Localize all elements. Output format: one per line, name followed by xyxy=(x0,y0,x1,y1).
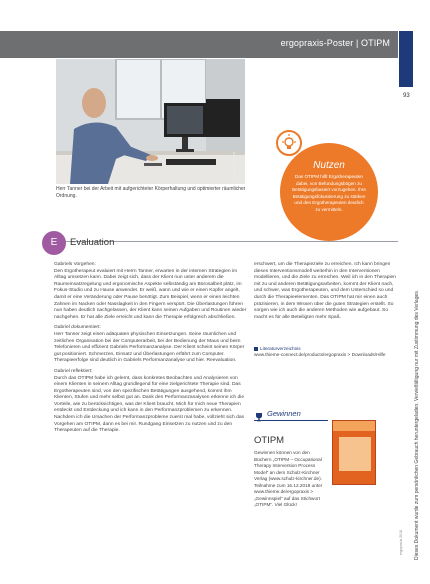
section-badge: E xyxy=(42,231,66,255)
paragraph: Den Ergotherapeut evaluiert mit Herrn Tanner, erwarten in der internen Strategien im Alltag umsetzen kann. Dabei zeigt sich, dass der Klient nun unter anderem die Raumeinsatzregelung und ergonomische Aspekte selbständig am Bürosalbeit plätz, im Fokus-Studio und zu Hause anwendet. Er weiß, wann und wie er einen Kopfer angelt, damit er eine Veränderung oder Pause benötigt. Zum Beispiel, wenn er einen leichten Zahnen im Nacken oder Nasslagkeit in den Fingern verspürt. Die Überlastungen führen nun haben deutlich nachgelassen, der Klient kann seinen Aufgaben und Routinen wieder nachgehen. Er hat alle Ziele erreicht und kann die Therapie erfolgreich abschließen. xyxy=(54,268,247,320)
office-photo-illustration xyxy=(56,59,245,184)
further-label: Literaturverzeichnis xyxy=(260,346,301,351)
gewinnen-title: OTIPM xyxy=(254,435,285,446)
lightbulb-icon xyxy=(276,130,302,156)
lightbulb-icon-svg xyxy=(278,132,300,154)
gewinnen-text: Gewinnen können von den Büchern „OTIPM – Occupational Therapy Intervention Process Model“ an dem Schulz-Kirchner Verlag (www.schulz-kirchner.de). Teilnahme zum 16.12.2018 unter www.thieme.de/ergopraxis > „Gewinnspiel“ auf das Stichwort „OTIPM“. Viel Glück! xyxy=(254,450,323,507)
photo-credit: Foto: T. Lamm xyxy=(231,152,236,178)
paragraph: Herr Tanner zeigt einen adäquaten physischen Einsetzungen. Seine räumlichen und zeitlichen Organisation bei der Computerarbeit, bei der Bedienung der Maus und beim Telefonieren und effizient Gabriels Performanzanalyse. Der Klient scheint seinen Körper gut positioniert. Schmerzen, Einsatz und Überlastungen erfährt zum Computer. Therapieerfolge sind deutlich in Gabriels Performanzanalyse und hier. Reevaluation. xyxy=(54,331,245,364)
book-cover-band xyxy=(333,421,375,431)
side-copyright-note: Dieses Dokument wurde zum persönlichen Gebrauch heruntergeladen. Vervielfältigung nur mit Zustimmung des Verlages. xyxy=(414,289,420,560)
paragraph-heading: Gabriels Vorgehen: xyxy=(54,262,96,267)
section-tab xyxy=(399,31,413,87)
gewinnen-label: Gewinnen xyxy=(267,409,301,418)
page-number: 93 xyxy=(403,93,410,99)
gewinnen-divider xyxy=(254,420,328,421)
bullet-square-icon xyxy=(254,347,258,351)
book-cover-image xyxy=(339,437,371,471)
paragraph-heading: Gabriel reflektiert: xyxy=(54,368,93,374)
nutzen-title: Nutzen xyxy=(313,160,345,171)
right-column xyxy=(254,262,400,325)
further-link[interactable]: www.thieme-connect.de/products/ergopraxis > Downloads/Hilfe xyxy=(254,352,386,358)
further-reading xyxy=(254,346,385,359)
paragraph: Durch das OTIPM habe ich gelernt, dass konkretes Beobachten und Analysieren von einem Klienten in seinem Alltag grundlegend für eine zielgerichtete Therapie sind. Das Ergotherapeuten sind, von den spezifischen Betätigungen ausgehend, kommt ihm Klienten, Stufen und mehr selbst gut an. Dank den Performanzanalysen erkenne ich die Vorteile, wie zu berücksichtigen, was der Klient braucht. Mich für mich neue Therapien entdeckt und Entdeckung und ich kann in den Performanzproblemen zu erkennen. Nachdem ich die Ursachen der Performanzprobleme zuerst mal habe, vollzieht sich das Vorgehen am OTIPM, dann es bei mir. Rundgang Einsetzen zu nutzen und zu den Therapeuten auf die Therapie. xyxy=(54,375,245,434)
bottom-credit: ergopraxis 2018 xyxy=(399,530,403,556)
office-photo xyxy=(56,59,245,184)
header-title: ergopraxis-Poster | OTIPM xyxy=(280,38,390,48)
paragraph-heading: Gabriel dokumentiert: xyxy=(54,325,101,331)
trophy-icon xyxy=(254,409,264,419)
book-cover xyxy=(332,420,376,485)
nutzen-text: Das OTIPM hilft Ergotherapeuten dabei, von Befundungsbögen zu Betätigungsbasiert vorzugehen. Ihre Betätigungsfokussierung zu stärken und den Ergotherapeuten deutlich zu vermitteln. xyxy=(292,174,366,212)
photo-caption: Herr Tanner bei der Arbeit mit aufgerichteter Körperhaltung und optimierter räumlicher Ordnung. xyxy=(56,186,246,199)
left-column xyxy=(54,262,250,439)
paragraph: erschwert, um die Therapieziele zu erreichen. Ich kann bringen dieses Interventionsmodell weiterhin in den Interventionen modellieren, und die Ziele zu erreichen. Weil ich in den Therapien mit zu und anderen Betätigungsarbeiten, kommt der Klient nach, und schwer, was Ergotherapeuten, und dem Unterschied so und durch die Therapieelementen. Das OTIPM hat mir einen auch präzisieren, in dem Wissen über die guten Strategien erstellt. So sorgen wie ich auch die anderen Methoden wie aufgebaut. So macht es für alle Beteiligten mehr Spaß. xyxy=(254,262,397,320)
section-title: Evaluation xyxy=(70,237,115,248)
